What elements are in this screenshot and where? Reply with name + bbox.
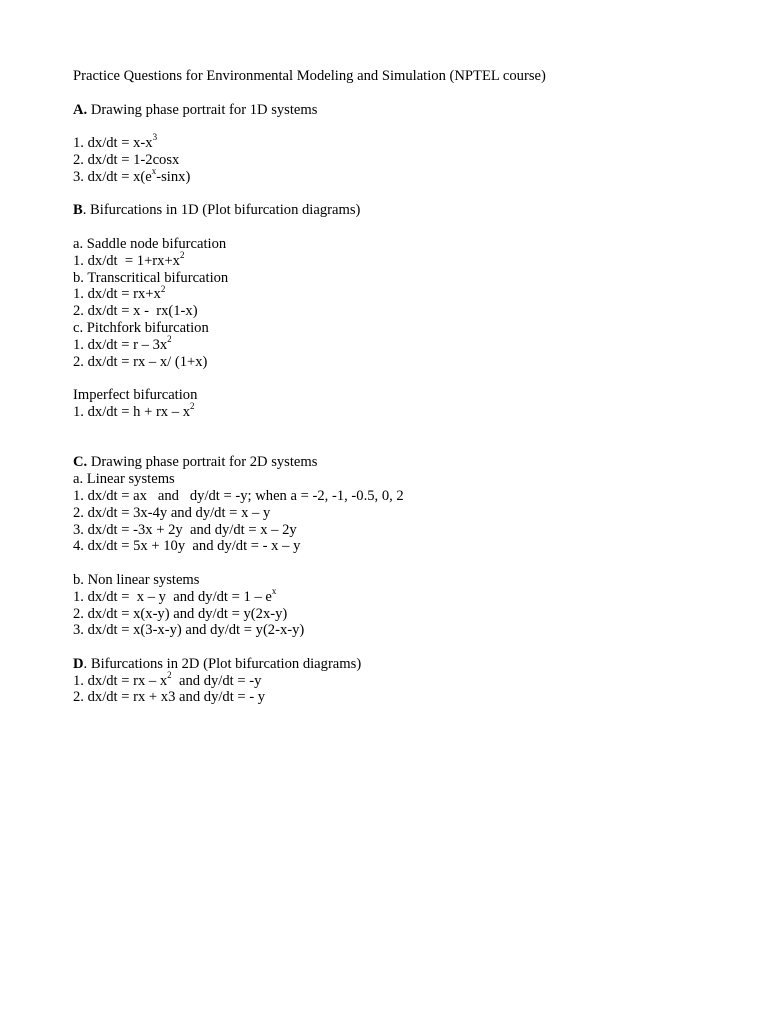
question-a-2: 2. dx/dt = 1-2cosx [73,151,180,168]
section-b-letter: B [73,202,83,219]
question-c-b-1: 1. dx/dt = x – y and $dy/dt = 1 - e^x$ [73,585,277,605]
question-c-a-1: 1. dx/dt = ax and dy/dt = -y; when a = -2, -1, -0.5, 0, 2 [73,487,404,504]
subsection-c-a: a. Linear systems [73,471,175,488]
section-c-heading: C. Drawing phase portrait for 2D systems [73,454,318,471]
subsection-b-c: c. Pitchfork bifurcation [73,319,209,336]
section-d-heading: D. Bifurcations in 2D (Plot bifurcation diagrams) [73,655,362,672]
question-c-b-2: 2. dx/dt = x(x-y) and dy/dt = y(2x-y) [73,605,288,622]
subsection-b-a: a. Saddle node bifurcation [73,235,227,252]
subsection-imperfect: Imperfect bifurcation [73,387,198,404]
subsection-c-b: b. Non linear systems [73,571,200,588]
question-c-a-2: 2. dx/dt = 3x-4y and dy/dt = x – y [73,504,271,521]
question-b-a-1: 1. $dx/dt = 1+rx+x^2$ [73,249,185,269]
question-b-imperfect-1: 1. dx/dt = h + rx – $x^2$ [73,401,195,420]
section-d-letter: D [73,655,84,672]
question-c-a-3: 3. dx/dt = -3x + 2y and dy/dt = x – 2y [73,521,297,538]
question-c-b-3: 3. dx/dt = x(3-x-y) and dy/dt = y(2-x-y) [73,622,305,639]
section-c-letter: C. [73,454,88,471]
question-a-3: 3. $dx/dt = x(e^x-\sin x)$ [73,165,191,185]
question-b-c-1: 1. $dx/dt = r - 3x^2$ [73,333,172,353]
question-b-b-2: 2. dx/dt = x - rx(1-x) [73,303,198,320]
question-d-1: 1. dx/dt = rx – $x^2$ and dy/dt = -y [73,669,262,689]
section-a-heading: A. Drawing phase portrait for 1D systems [73,101,318,118]
question-b-c-2: 2. dx/dt = rx – x/ (1+x) [73,353,208,370]
question-b-b-1: 1. $dx/dt = rx+x^2$ [73,283,166,303]
question-a-1: 1. $dx/dt = x-x^3$ [73,132,158,152]
question-d-2: 2. dx/dt = rx + x3 and dy/dt = - y [73,689,266,706]
subsection-b-b: b. Transcritical bifurcation [73,269,229,286]
document-title: Practice Questions for Environmental Modeling and Simulation (NPTEL course) [73,68,546,84]
section-a-letter: A. [73,101,88,118]
section-b-heading: B. Bifurcations in 1D (Plot bifurcation diagrams) [73,202,361,219]
document-page [73,68,733,706]
question-c-a-4: 4. dx/dt = 5x + 10y and dy/dt = - x – y [73,538,301,555]
